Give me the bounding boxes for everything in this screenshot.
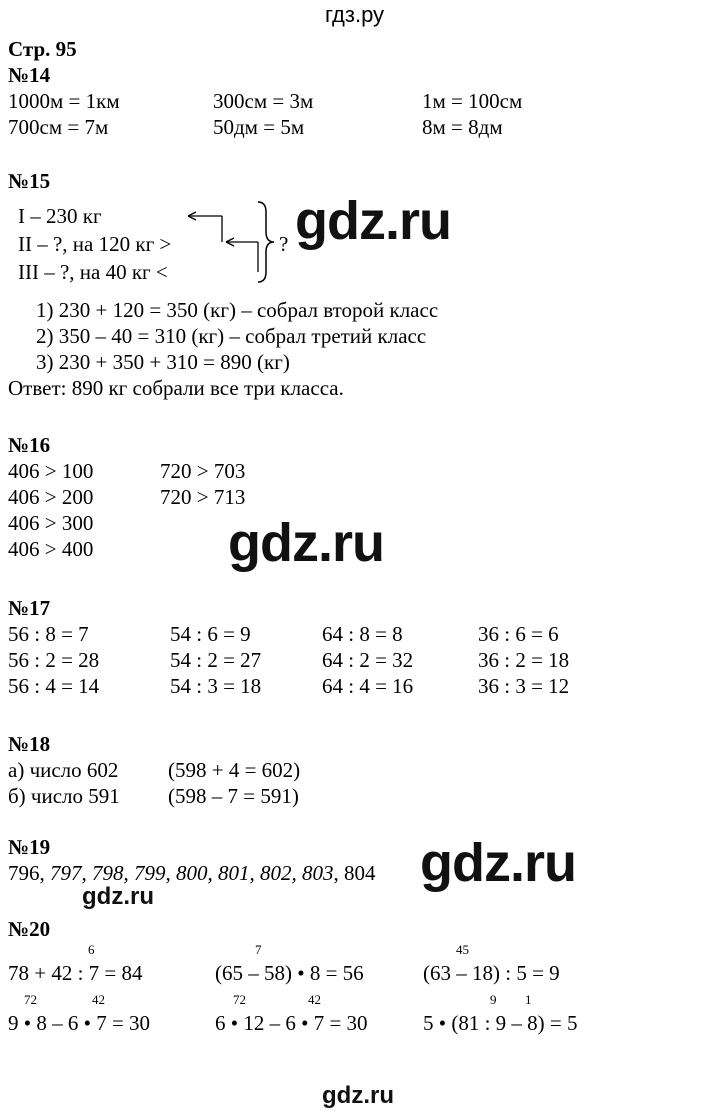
- task20-sup: 1: [525, 992, 532, 1007]
- task14-title: №14: [8, 63, 51, 87]
- task17-r1c1: 56 : 8 = 7: [8, 622, 89, 646]
- task18-r2c1: б) число 591: [8, 784, 120, 808]
- task20-r2c2: 6 • 12 – 6 • 7 = 30: [215, 1011, 368, 1035]
- task16-c1r3: 406 > 300: [8, 511, 94, 535]
- watermark-main: gdz.ru: [228, 513, 384, 573]
- watermark-top: гдз.ру: [325, 2, 385, 27]
- task20-sup: 7: [255, 942, 262, 957]
- task19-end: , 804: [333, 861, 376, 885]
- task16-c1r1: 406 > 100: [8, 459, 94, 483]
- task17-r2c3: 64 : 2 = 32: [322, 648, 414, 672]
- task20-sup: 72: [24, 992, 37, 1007]
- task14-r1c1: 1000м = 1км: [8, 89, 120, 113]
- task15-line1: I – 230 кг: [18, 204, 102, 228]
- task20-title: №20: [8, 917, 51, 941]
- task17-title: №17: [8, 596, 51, 620]
- task14-r1c3: 1м = 100см: [422, 89, 523, 113]
- task20-r1c1: 78 + 42 : 7 = 84: [8, 961, 143, 985]
- task17-r1c4: 36 : 6 = 6: [478, 622, 559, 646]
- task18-r2c2: (598 – 7 = 591): [168, 784, 299, 808]
- task16-c1r4: 406 > 400: [8, 537, 94, 561]
- task19-title: №19: [8, 835, 51, 859]
- task17-r2c1: 56 : 2 = 28: [8, 648, 100, 672]
- task20-sup: 72: [233, 992, 246, 1007]
- task14-r2c2: 50дм = 5м: [213, 115, 305, 139]
- task15-diagram: [180, 198, 290, 290]
- task15-line2: II – ?, на 120 кг >: [18, 232, 172, 256]
- task20-r1c3: (63 – 18) : 5 = 9: [423, 961, 560, 985]
- task16-title: №16: [8, 433, 51, 457]
- task20-sup: 6: [88, 942, 95, 957]
- task14-r1c2: 300см = 3м: [213, 89, 314, 113]
- task18-title: №18: [8, 732, 51, 756]
- task19-start: 796,: [8, 861, 50, 885]
- task17-r3c4: 36 : 3 = 12: [478, 674, 570, 698]
- task18-r1c2: (598 + 4 = 602): [168, 758, 301, 782]
- task15-answer: Ответ: 890 кг собрали все три класса.: [8, 376, 344, 400]
- task15-step3: 3) 230 + 350 + 310 = 890 (кг): [36, 350, 290, 374]
- task16-c2r2: 720 > 713: [160, 485, 246, 509]
- task15-line3: III – ?, на 40 кг <: [18, 260, 168, 284]
- task18-r1c1: а) число 602: [8, 758, 119, 782]
- watermark-main: gdz.ru: [420, 833, 576, 893]
- curly-brace-icon: [258, 202, 274, 282]
- task17-r3c1: 56 : 4 = 14: [8, 674, 100, 698]
- page-number: Стр. 95: [8, 37, 77, 61]
- task14-r2c1: 700см = 7м: [8, 115, 109, 139]
- task17-r1c3: 64 : 8 = 8: [322, 622, 403, 646]
- watermark-bottom: gdz.ru: [322, 1082, 394, 1109]
- task20-r2c3: 5 • (81 : 9 – 8) = 5: [423, 1011, 578, 1035]
- task20-sup: 42: [92, 992, 105, 1007]
- task20-r2c1: 9 • 8 – 6 • 7 = 30: [8, 1011, 151, 1035]
- task15-title: №15: [8, 169, 51, 193]
- task15-step1: 1) 230 + 120 = 350 (кг) – собрал второй класс: [36, 298, 439, 322]
- task15-step2: 2) 350 – 40 = 310 (кг) – собрал третий класс: [36, 324, 427, 348]
- task20-sup: 45: [456, 942, 469, 957]
- task17-r1c2: 54 : 6 = 9: [170, 622, 251, 646]
- task17-r3c3: 64 : 4 = 16: [322, 674, 414, 698]
- task16-c2r1: 720 > 703: [160, 459, 246, 483]
- task17-r2c4: 36 : 2 = 18: [478, 648, 570, 672]
- task20-r1c2: (65 – 58) • 8 = 56: [215, 961, 364, 985]
- watermark-main: gdz.ru: [295, 191, 451, 251]
- task14-r2c3: 8м = 8дм: [422, 115, 503, 139]
- task20-sup: 42: [308, 992, 321, 1007]
- task16-c1r2: 406 > 200: [8, 485, 94, 509]
- watermark-small: gdz.ru: [82, 883, 154, 910]
- task17-r2c2: 54 : 2 = 27: [170, 648, 262, 672]
- task17-r3c2: 54 : 3 = 18: [170, 674, 262, 698]
- task20-sup: 9: [490, 992, 497, 1007]
- task15-question: ?: [279, 232, 289, 256]
- task19-middle: 797, 798, 799, 800, 801, 802, 803: [50, 861, 334, 885]
- task19-sequence: [8, 860, 376, 886]
